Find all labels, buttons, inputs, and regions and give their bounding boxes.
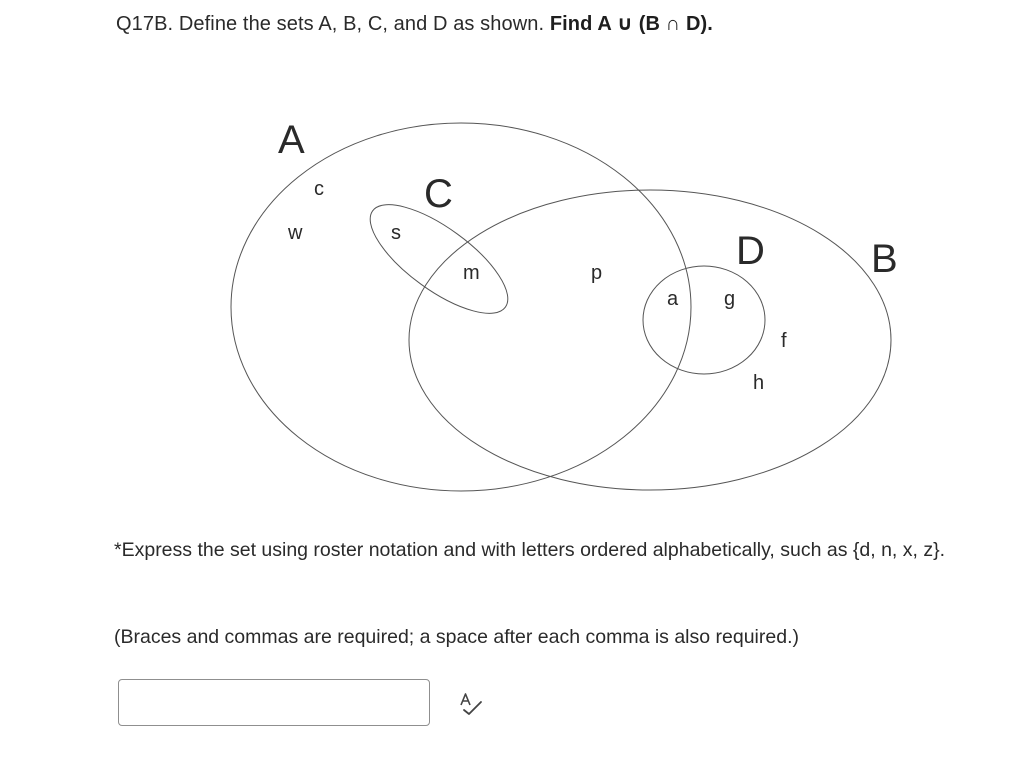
set-label-d: D bbox=[736, 229, 765, 273]
element-a: a bbox=[667, 288, 679, 310]
question-bold: Find A ∪ (B ∩ D). bbox=[549, 13, 713, 35]
set-label-a: A bbox=[278, 118, 305, 162]
instruction-format: (Braces and commas are required; a space after each comma is also required.) bbox=[114, 626, 799, 648]
answer-input[interactable] bbox=[118, 679, 430, 726]
set-label-b: B bbox=[871, 237, 898, 281]
question-prefix: Q17B. Define the sets A, B, C, and D as shown. bbox=[116, 13, 550, 35]
instruction-roster: *Express the set using roster notation and with letters ordered alphabetically, such as {d, n, x, z}. bbox=[114, 539, 946, 561]
element-w: w bbox=[288, 222, 303, 244]
element-s: s bbox=[391, 222, 401, 244]
spellcheck-icon[interactable] bbox=[456, 690, 484, 718]
element-c: c bbox=[314, 178, 324, 200]
element-p: p bbox=[591, 262, 603, 284]
element-g: g bbox=[724, 288, 736, 310]
element-f: f bbox=[781, 330, 787, 352]
set-d-ellipse bbox=[643, 266, 765, 374]
element-m: m bbox=[463, 262, 480, 284]
set-b-ellipse bbox=[409, 190, 891, 490]
element-h: h bbox=[753, 372, 765, 394]
set-label-c: C bbox=[424, 172, 453, 216]
